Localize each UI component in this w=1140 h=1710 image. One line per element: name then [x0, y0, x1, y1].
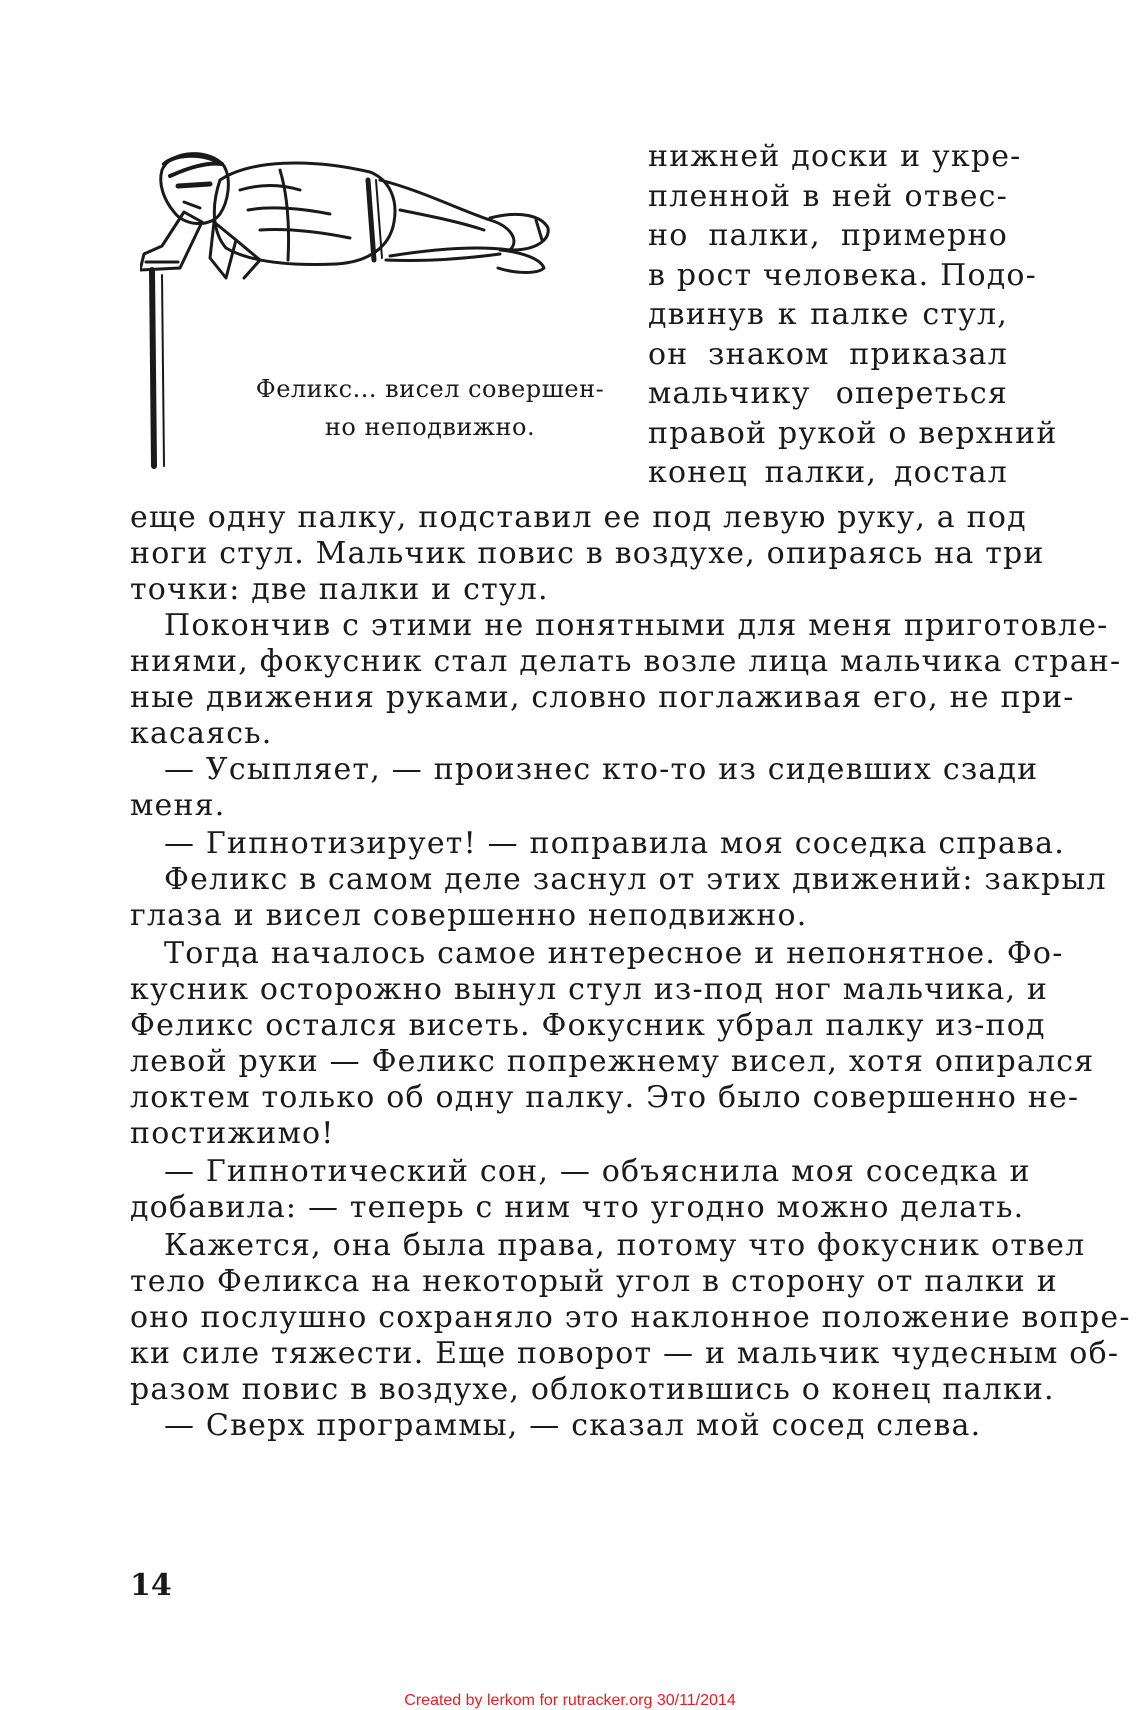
text-line: конец палки, достал [648, 455, 1008, 490]
text-line: локтем только об одну палку. Это было совершенно не- [130, 1080, 1080, 1115]
text-line: ные движения руками, словно поглаживая его, не при- [130, 680, 1075, 715]
watermark-credit: Created by lerkom for rutracker.org 30/11/2014 [404, 1692, 736, 1709]
text-line: оно послушно сохраняло это наклонное положение вопре- [130, 1300, 1131, 1335]
wrapped-paragraph [648, 137, 1058, 493]
figure-caption [250, 370, 610, 446]
text-line: касаясь. [130, 716, 273, 751]
text-line: ки силе тяжести. Еще поворот — и мальчик чудесным об- [130, 1336, 1120, 1371]
text-line: — Усыпляет, — произнес кто-то из сидевших сзади [164, 752, 1039, 787]
page-number: 14 [130, 1568, 172, 1603]
text-line: — Гипнотизирует! — поправила моя соседка справа. [164, 826, 1065, 861]
text-line: двинув к палке стул, [648, 297, 1008, 332]
text-line: глаза и висел совершенно неподвижно. [130, 898, 808, 933]
text-line: разом повис в воздухе, облокотившись о конец палки. [130, 1372, 1055, 1407]
text-line: ниями, фокусник стал делать возле лица мальчика стран- [130, 644, 1122, 679]
text-line: правой рукой о верхний [648, 415, 1058, 451]
text-line: Кажется, она была права, потому что фокусник отвел [164, 1228, 1086, 1263]
text-line: он знаком приказал [648, 336, 1008, 372]
text-line: мальчику опереться [648, 376, 1008, 411]
text-line: ноги стул. Мальчик повис в воздухе, опираясь на три [130, 536, 1045, 571]
text-line: Тогда началось самое интересное и непонятное. Фо- [164, 936, 1064, 971]
text-line: Феликс остался висеть. Фокусник убрал палку из-под [130, 1008, 1046, 1043]
text-line: Покончив с этими не понятными для меня приготовле- [164, 608, 1109, 643]
text-line: пленной в ней отвес- [648, 178, 1008, 214]
caption-line: но неподвижно. [324, 413, 536, 441]
text-line: в рост человека. Подо- [648, 257, 1037, 293]
text-line: Феликс в самом деле заснул от этих движений: закрыл [164, 862, 1107, 897]
text-line: еще одну палку, подставил ее под левую руку, а под [130, 500, 1027, 535]
text-line: левой руки — Феликс попрежнему висел, хотя опирался [130, 1044, 1095, 1079]
text-line: но палки, примерно [648, 218, 1008, 253]
text-line: добавила: — теперь с ним что угодно можно делать. [130, 1190, 1025, 1225]
text-line: тело Феликса на некоторый угол в сторону от палки и [130, 1264, 1058, 1299]
text-line: меня. [130, 788, 226, 823]
text-line: — Сверх программы, — сказал мой сосед слева. [164, 1408, 982, 1443]
text-line: кусник осторожно вынул стул из-под ног мальчика, и [130, 972, 1049, 1007]
text-line: постижимо! [130, 1116, 335, 1151]
text-line: — Гипнотический сон, — объяснила моя соседка и [164, 1154, 1031, 1189]
text-line: точки: две палки и стул. [130, 572, 549, 607]
caption-line: Феликс... висел совершен- [255, 375, 605, 403]
text-line: нижней доски и укре- [648, 139, 1022, 174]
